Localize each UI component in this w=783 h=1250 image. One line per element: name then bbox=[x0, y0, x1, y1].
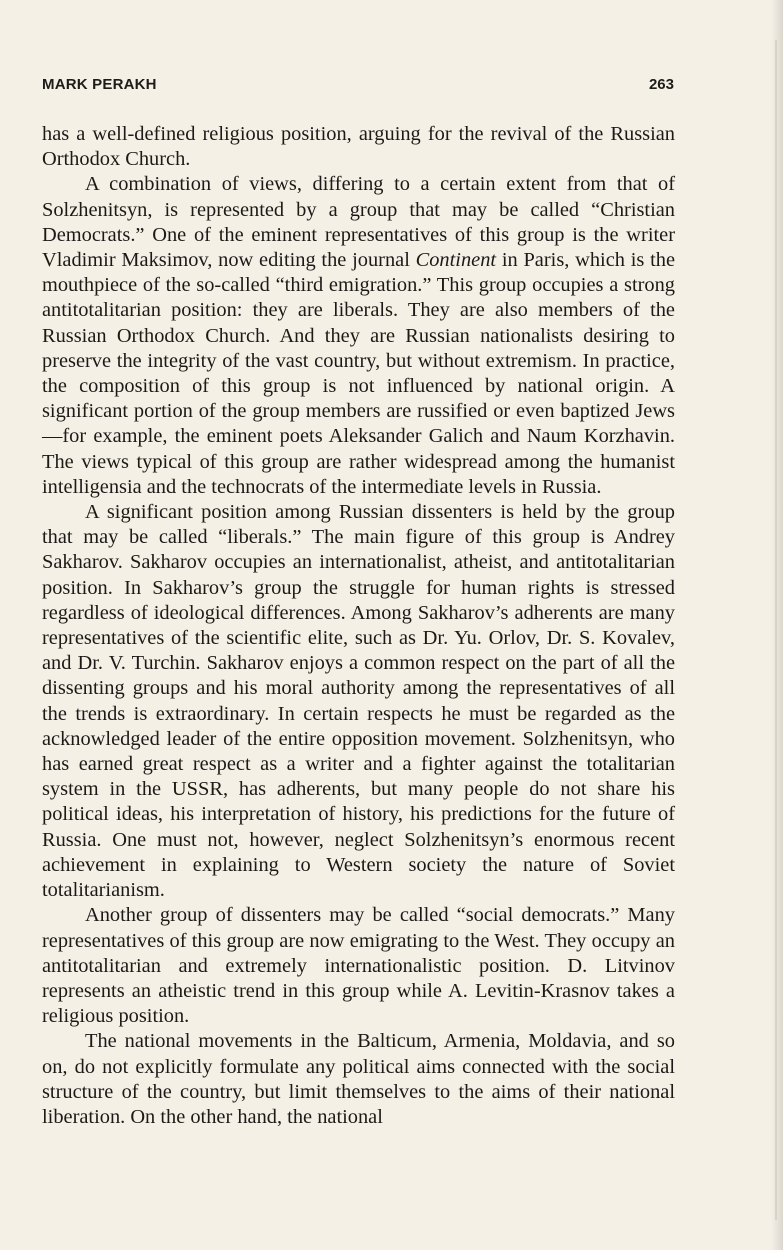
journal-title-italic: Continent bbox=[415, 249, 497, 272]
paragraph-5-text: The national movements in the Balticum, Armenia, Moldavia, and so on, do not explicitly formulate any political aims connected with the social structure of the country, but limit themselves to the aims of their national liberation. On the other hand, the national bbox=[42, 1030, 675, 1128]
page-edge-line bbox=[775, 40, 777, 1220]
running-header-author: MARK PERAKH bbox=[42, 76, 157, 93]
paragraph-1 bbox=[42, 122, 675, 172]
paragraph-2-text-start: A combination of views, differing to a certain extent from that of Solzhenitsyn, is represented by a group that may be called “Christian Democrats.” One of the eminent representatives of this group is the writer Vladimir Maksimov, now editing the journal bbox=[42, 173, 675, 272]
page-edge-shadow bbox=[771, 0, 783, 1250]
paragraph-3 bbox=[42, 500, 675, 903]
page-number: 263 bbox=[648, 76, 674, 93]
paragraph-2 bbox=[42, 172, 675, 500]
running-header bbox=[42, 76, 674, 96]
paragraph-5 bbox=[42, 1029, 675, 1130]
paragraph-1-text: has a well-defined religious position, arguing for the revival of the Russian Orthodox Church. bbox=[42, 123, 675, 171]
paragraph-3-text: A significant position among Russian dissenters is held by the group that may be called “liberals.” The main figure of this group is Andrey Sakharov. Sakharov occupies an internationalist, atheist, and antitotalitarian position. In Sakharov’s group the struggle for human rights is stressed regardless of ideological differences. Among Sakharov’s adherents are many representatives of the scientific elite, such as Dr. Yu. Orlov, Dr. S. Kovalev, and Dr. V. Turchin. Sakharov enjoys a common respect on the part of all the dissenting groups and his moral authority among the representatives of all the trends is extraordinary. In certain respects he must be regarded as the acknowledged leader of the entire opposition movement. Solzhenitsyn, who has earned great respect as a writer and a fighter against the totalitarian system in the USSR, has adherents, but many people do not share his political ideas, his interpretation of history, his predictions for the future of Russia. One must not, however, neglect Solzhenitsyn’s enormous recent achievement in explaining to Western society the nature of Soviet totalitarianism. bbox=[42, 501, 675, 902]
paragraph-4 bbox=[42, 903, 675, 1029]
paragraph-4-text: Another group of dissenters may be called “social democrats.” Many representatives of this group are now emigrating to the West. They occupy an antitotalitarian and extremely internationalistic position. D. Litvinov represents an atheistic trend in this group while A. Levitin-Krasnov takes a religious position. bbox=[42, 904, 675, 1028]
body-text bbox=[42, 122, 675, 1130]
paragraph-2-text-end: in Paris, which is the mouthpiece of the so-called “third emigration.” This group occupies a strong antitotalitarian position: they are liberals. They are also members of the Russian Orthodox Church. And they are Russian nationalists desiring to preserve the integrity of the vast country, but without extremism. In practice, the composition of this group is not influenced by national origin. A significant portion of the group members are russified or even baptized Jews—for example, the eminent poets Aleksander Galich and Naum Korzhavin. The views typical of this group are rather widespread among the humanist intelligensia and the technocrats of the intermediate levels in Russia. bbox=[42, 249, 675, 498]
